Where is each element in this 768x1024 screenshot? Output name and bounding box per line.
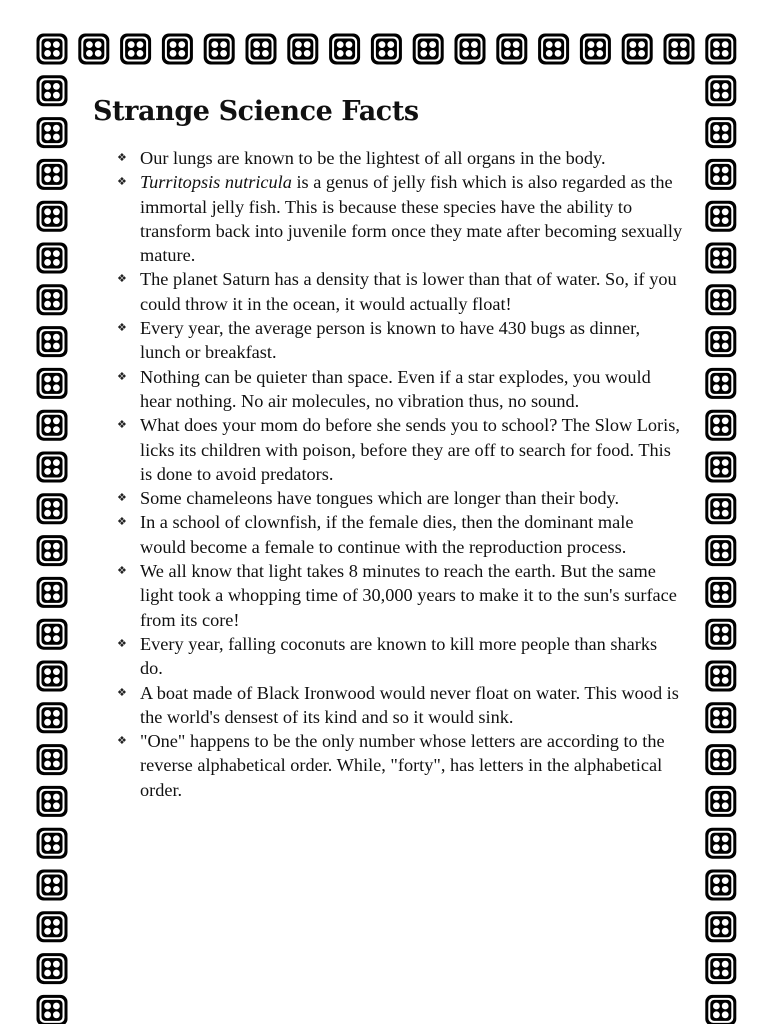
ornamental-tile-icon <box>37 243 68 274</box>
ornamental-tile-icon <box>37 201 68 232</box>
fact-item <box>117 729 683 802</box>
ornamental-tile-icon <box>37 159 68 190</box>
diamond-bullet-icon: ❖ <box>117 273 127 286</box>
ornamental-tile-icon <box>705 953 736 984</box>
ornamental-tile-icon <box>705 911 736 942</box>
fact-item <box>117 267 683 316</box>
ornamental-tile-icon <box>37 619 68 650</box>
ornamental-tile-icon <box>496 34 527 65</box>
ornamental-tile-icon <box>705 159 736 190</box>
diamond-bullet-icon: ❖ <box>117 176 127 189</box>
ornamental-tile-icon <box>705 201 736 232</box>
ornamental-tile-icon <box>37 117 68 148</box>
ornamental-tile-icon <box>705 661 736 692</box>
ornamental-tile-icon <box>705 326 736 357</box>
diamond-bullet-icon: ❖ <box>117 735 127 748</box>
ornamental-tile-icon <box>705 870 736 901</box>
ornamental-tile-icon <box>162 34 193 65</box>
ornamental-tile-icon <box>413 34 444 65</box>
fact-item <box>117 146 683 170</box>
ornamental-tile-icon <box>37 702 68 733</box>
ornamental-tile-icon <box>622 34 653 65</box>
fact-text: Some chameleons have tongues which are longer than their body. <box>140 488 620 509</box>
ornamental-tile-icon <box>37 953 68 984</box>
ornamental-tile-icon <box>37 661 68 692</box>
ornamental-tile-icon <box>705 34 736 65</box>
ornamental-tile-icon <box>705 786 736 817</box>
page-title: Strange Science Facts <box>93 96 419 127</box>
fact-item <box>117 316 683 365</box>
ornamental-tile-icon <box>37 786 68 817</box>
fact-item <box>117 510 683 559</box>
fact-text: A boat made of Black Ironwood would never float on water. This wood is the world's densest of its kind and so it would sink. <box>140 682 679 727</box>
fact-item <box>117 486 683 510</box>
ornamental-tile-icon <box>37 34 68 65</box>
ornamental-tile-icon <box>37 744 68 775</box>
fact-text: In a school of clownfish, if the female dies, then the dominant male would become a female to continue with the reproduction process. <box>140 512 634 557</box>
ornamental-tile-icon <box>538 34 569 65</box>
diamond-bullet-icon: ❖ <box>117 419 127 432</box>
fact-item <box>117 413 683 486</box>
diamond-bullet-icon: ❖ <box>117 637 127 650</box>
ornamental-tile-icon <box>705 535 736 566</box>
ornamental-tile-icon <box>37 577 68 608</box>
ornamental-tile-icon <box>705 368 736 399</box>
ornamental-tile-icon <box>37 535 68 566</box>
fact-text: Every year, the average person is known to have 430 bugs as dinner, lunch or breakfast. <box>140 318 641 363</box>
diamond-bullet-icon: ❖ <box>117 322 127 335</box>
fact-item <box>117 170 683 267</box>
ornamental-tile-icon <box>287 34 318 65</box>
ornamental-tile-icon <box>37 493 68 524</box>
ornamental-tile-icon <box>37 75 68 106</box>
ornamental-tile-icon <box>705 828 736 859</box>
ornamental-tile-icon <box>37 452 68 483</box>
ornamental-tile-icon <box>371 34 402 65</box>
ornamental-tile-icon <box>37 410 68 441</box>
ornamental-tile-icon <box>705 995 736 1024</box>
ornamental-tile-icon <box>705 284 736 315</box>
fact-text: is a genus of jelly fish which is also regarded as the immortal jelly fish. This is because these species have the ability to transform back into juvenile form once they mate after becoming sexually mature. <box>140 172 683 266</box>
ornamental-tile-icon <box>246 34 277 65</box>
ornamental-tile-icon <box>37 326 68 357</box>
ornamental-tile-icon <box>120 34 151 65</box>
ornamental-tile-icon <box>705 744 736 775</box>
ornamental-tile-icon <box>329 34 360 65</box>
ornamental-tile-icon <box>580 34 611 65</box>
ornamental-tile-icon <box>705 75 736 106</box>
ornamental-tile-icon <box>204 34 235 65</box>
facts-list <box>93 146 683 802</box>
fact-text: We all know that light takes 8 minutes to reach the earth. But the same light took a whopping time of 30,000 years to make it to the sun's surface from its core! <box>140 561 677 630</box>
diamond-bullet-icon: ❖ <box>117 152 127 164</box>
species-name: Turritopsis nutricula <box>140 172 292 193</box>
ornamental-tile-icon <box>705 493 736 524</box>
document-body <box>93 92 683 802</box>
ornamental-tile-icon <box>705 577 736 608</box>
ornamental-tile-icon <box>37 284 68 315</box>
diamond-bullet-icon: ❖ <box>117 370 127 383</box>
ornamental-tile-icon <box>705 243 736 274</box>
fact-item <box>117 681 683 730</box>
ornamental-tile-icon <box>455 34 486 65</box>
ornamental-tile-icon <box>37 368 68 399</box>
ornamental-tile-icon <box>664 34 695 65</box>
ornamental-tile-icon <box>37 828 68 859</box>
fact-item <box>117 559 683 632</box>
diamond-bullet-icon: ❖ <box>117 492 127 505</box>
fact-text: Our lungs are known to be the lightest of all organs in the body. <box>140 148 606 168</box>
fact-item <box>117 365 683 414</box>
ornamental-tile-icon <box>37 995 68 1024</box>
fact-item <box>117 632 683 681</box>
ornamental-tile-icon <box>705 117 736 148</box>
diamond-bullet-icon: ❖ <box>117 516 127 529</box>
ornamental-tile-icon <box>37 870 68 901</box>
ornamental-tile-icon <box>78 34 109 65</box>
ornamental-tile-icon <box>705 702 736 733</box>
fact-text: The planet Saturn has a density that is lower than that of water. So, if you could throw it in the ocean, it would actually float! <box>140 269 677 314</box>
fact-text: Every year, falling coconuts are known to kill more people than sharks do. <box>140 633 658 679</box>
fact-text: "One" happens to be the only number whose letters are according to the reverse alphabetical order. While, "forty", has letters in the alphabetical order. <box>140 731 665 800</box>
diamond-bullet-icon: ❖ <box>117 686 127 699</box>
ornamental-tile-icon <box>705 619 736 650</box>
ornamental-tile-icon <box>705 452 736 483</box>
diamond-bullet-icon: ❖ <box>117 565 127 578</box>
ornamental-tile-icon <box>705 410 736 441</box>
ornamental-tile-icon <box>37 911 68 942</box>
fact-text: What does your mom do before she sends you to school? The Slow Loris, licks its children with poison, before they are off to search for food. This is done to avoid predators. <box>140 415 680 484</box>
fact-text: Nothing can be quieter than space. Even if a star explodes, you would hear nothing. No air molecules, no vibration thus, no sound. <box>140 366 651 411</box>
